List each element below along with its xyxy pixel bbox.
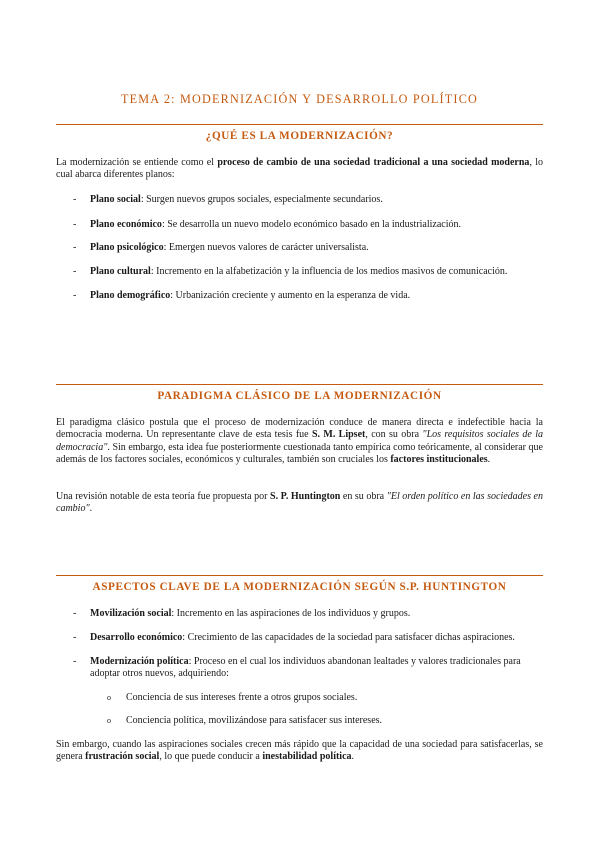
dash-bullet: - xyxy=(73,608,77,619)
section-rule xyxy=(56,124,543,125)
dash-bullet: - xyxy=(73,266,77,277)
section-heading-huntington: ASPECTOS CLAVE DE LA MODERNIZACIÓN SEGÚN S.P. HUNTINGTON xyxy=(92,581,507,593)
section-heading-modernizacion: ¿QUÉ ES LA MODERNIZACIÓN? xyxy=(205,130,394,142)
closing-paragraph: Sin embargo, cuando las aspiraciones sociales crecen más rápido que la capacidad de una sociedad para satisfacerlas, se genera frustración social, lo que puede conducir a inestabilidad política. xyxy=(56,739,543,763)
circle-bullet: o xyxy=(107,693,111,702)
dash-bullet: - xyxy=(73,219,77,230)
document-title: TEMA 2: MODERNIZACIÓN Y DESARROLLO POLÍTICO xyxy=(120,92,479,106)
dash-bullet: - xyxy=(73,632,77,643)
section-rule xyxy=(56,575,543,576)
huntington-paragraph: Una revisión notable de esta teoría fue propuesta por S. P. Huntington en su obra "El orden político en las sociedades en cambio". xyxy=(56,491,543,515)
intro-paragraph: La modernización se entiende como el proceso de cambio de una sociedad tradicional a una sociedad moderna, lo cual abarca diferentes planos: xyxy=(56,157,543,181)
dash-bullet: - xyxy=(73,290,77,301)
dash-bullet: - xyxy=(73,194,77,205)
section-rule xyxy=(56,384,543,385)
document-page: TEMA 2: MODERNIZACIÓN Y DESARROLLO POLÍTICO ¿QUÉ ES LA MODERNIZACIÓN? La modernización se entiende como el proceso de cambio de una sociedad tradicional a una sociedad moderna, lo cual abarca diferentes planos: - Plano social: Surgen nuevos grupos sociales, especialmente secundarios. - Plano económico: Se desarrolla un nuevo modelo económico basado en la industrialización. - Plano psicológico: Emergen nuevos valores de carácter universalista. - Plano cultural: Incremento en la alfabetización y la influencia de los medios masivos de comunicación. - Plano demográfico: Urbanización creciente y aumento en la esperanza de vida. PARADIGMA CLÁSICO DE LA MODERNIZACIÓN El paradigma clásico postula que el proceso de modernización conduce de manera directa e indefectible hacia la democracia moderna. Un representante clave de esta tesis fue S. M. Lipset, con su obra "Los requisitos sociales de la democracia". Sin embargo, esta idea fue posteriormente cuestionada tanto empírica como teóricamente, al considerar que además de los factores sociales, económicos y culturales, también son cruciales los factores institucionales. Una revisión notable de esta teoría fue propuesta por S. P. Huntington en su obra "El orden político en las sociedades en cambio". ASPECTOS CLAVE DE LA MODERNIZACIÓN SEGÚN S.P. HUNTINGTON - Movilización social: Incremento en las aspiraciones de los individuos y grupos. - Desarrollo económico: Crecimiento de las capacidades de la sociedad para satisfacer dichas aspiraciones. - Modernización política: Proceso en el cual los individuos abandonan lealtades y valores tradicionales para adoptar otros nuevos, adquiriendo: o Conciencia de sus intereses frente a otros grupos sociales. o Conciencia política, movilizándose para satisfacer sus intereses. Sin embargo, cuando las aspiraciones sociales crecen más rápido que la capacidad de una sociedad para satisfacerlas, se genera frustración social, lo que puede conducir a inestabilidad política. xyxy=(0,0,599,848)
dash-bullet: - xyxy=(73,656,77,667)
paradigm-paragraph: El paradigma clásico postula que el proceso de modernización conduce de manera directa e indefectible hacia la democracia moderna. Un representante clave de esta tesis fue S. M. Lipset, con su obra "Los requisitos sociales de la democracia". Sin embargo, esta idea fue posteriormente cuestionada tanto empírica como teóricamente, al considerar que además de los factores sociales, económicos y culturales, también son cruciales los factores institucionales. xyxy=(56,417,543,466)
dash-bullet: - xyxy=(73,242,77,253)
section-heading-paradigma: PARADIGMA CLÁSICO DE LA MODERNIZACIÓN xyxy=(157,390,442,402)
circle-bullet: o xyxy=(107,716,111,725)
